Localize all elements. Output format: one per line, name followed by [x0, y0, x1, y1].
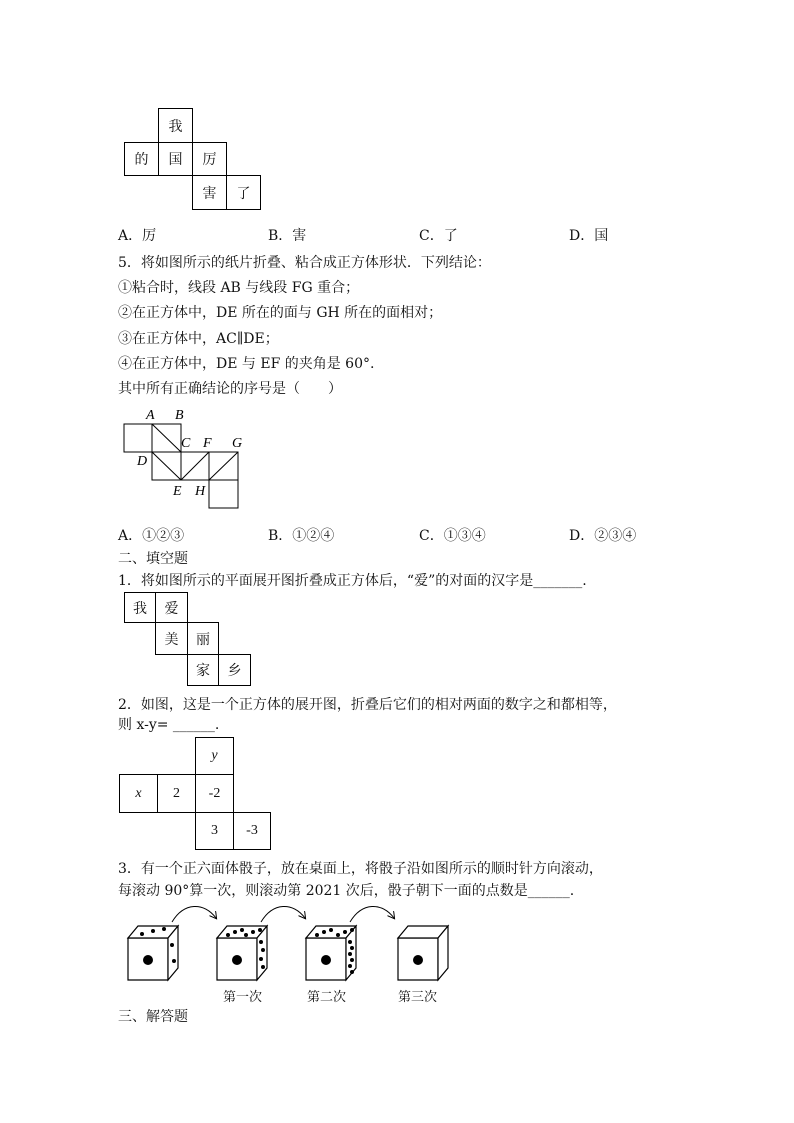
s2-q2-line1: 2．如图，这是一个正方体的展开图，折叠后它们的相对两面的数字之和都相等， [118, 697, 617, 713]
q4-option-d: D．国 [569, 228, 609, 244]
s2-q1-cell-xiang: 乡 [218, 654, 251, 686]
q5-option-c: C．①③④ [419, 528, 486, 544]
q4-cell-wo: 我 [158, 108, 193, 143]
q5-label-b: B [175, 408, 184, 423]
q5-question: 其中所有正确结论的序号是（ ） [118, 381, 342, 397]
arrow-3 [350, 906, 394, 922]
q5-stem: 5．将如图所示的纸片折叠、粘合成正方体形状．下列结论： [118, 255, 491, 271]
q5-label-d: D [137, 454, 148, 469]
q4-option-a: A．厉 [118, 228, 157, 244]
q5-label-e: E [173, 484, 182, 499]
s2-q1-text: 1．将如图所示的平面展开图折叠成正方体后，“爱”的对面的汉字是_______. [118, 573, 587, 589]
s2-q1-cell-li: 丽 [187, 622, 219, 655]
q4-option-b: B．害 [268, 228, 307, 244]
q5-option-a: A．①②③ [118, 528, 185, 544]
s2-q2-cell-3: 3 [195, 812, 234, 850]
q5-option-d: D．②③④ [569, 528, 637, 544]
q4-cell-de: 的 [124, 142, 159, 176]
s2-q1-cell-ai: 爱 [155, 592, 188, 623]
dice-caption-2: 第二次 [307, 990, 347, 1005]
q5-label-h: H [195, 484, 206, 499]
s2-q2-cell-neg3: -3 [233, 812, 271, 850]
q4-option-c: C．了 [419, 228, 458, 244]
q5-statement-1: ①粘合时，线段 AB 与线段 FG 重合； [118, 280, 360, 296]
q5-statement-2: ②在正方体中，DE 所在的面与 GH 所在的面相对； [118, 305, 443, 321]
s2-q1-cell-mei: 美 [155, 622, 188, 655]
q4-cell-hai: 害 [192, 175, 227, 210]
s2-q3-line1: 3．有一个正六面体骰子，放在桌面上，将骰子沿如图所示的顺时针方向滚动， [118, 861, 603, 877]
s2-q2-cell-y: y [195, 737, 234, 775]
section2-title: 二、填空题 [118, 551, 188, 567]
arrow-2 [261, 906, 305, 922]
q5-label-g: G [232, 436, 243, 451]
dice-figure [118, 898, 458, 990]
q5-label-c: C [181, 436, 191, 451]
die-first [217, 926, 267, 980]
s2-q1-cell-wo: 我 [124, 592, 156, 623]
q5-net-figure [115, 403, 265, 513]
dice-caption-3: 第三次 [398, 990, 438, 1005]
q5-option-b: B．①②④ [268, 528, 335, 544]
q5-statement-4: ④在正方体中，DE 与 EF 的夹角是 60°. [118, 356, 375, 372]
die-initial [128, 926, 178, 980]
s2-q3-line2: 每滚动 90°算一次，则滚动第 2021 次后，骰子朝下一面的点数是______. [118, 883, 575, 899]
q4-cell-le: 了 [226, 175, 261, 210]
q5-statement-3: ③在正方体中，AC∥DE； [118, 331, 279, 347]
arrow-1 [172, 906, 216, 922]
s2-q1-cell-jia: 家 [187, 654, 219, 686]
s2-q2-cell-2: 2 [157, 774, 196, 813]
s2-q2-line2: 则 x-y= ______. [118, 717, 220, 733]
q5-label-a: A [146, 408, 155, 423]
s2-q2-cell-x: x [119, 774, 158, 813]
die-third [398, 926, 448, 980]
q4-cell-li: 厉 [192, 142, 227, 176]
q5-label-f: F [203, 436, 212, 451]
dice-caption-1: 第一次 [223, 990, 263, 1005]
section3-title: 三、解答题 [118, 1009, 188, 1025]
q4-cell-guo: 国 [158, 142, 193, 176]
s2-q2-cell-neg2: -2 [195, 774, 234, 813]
